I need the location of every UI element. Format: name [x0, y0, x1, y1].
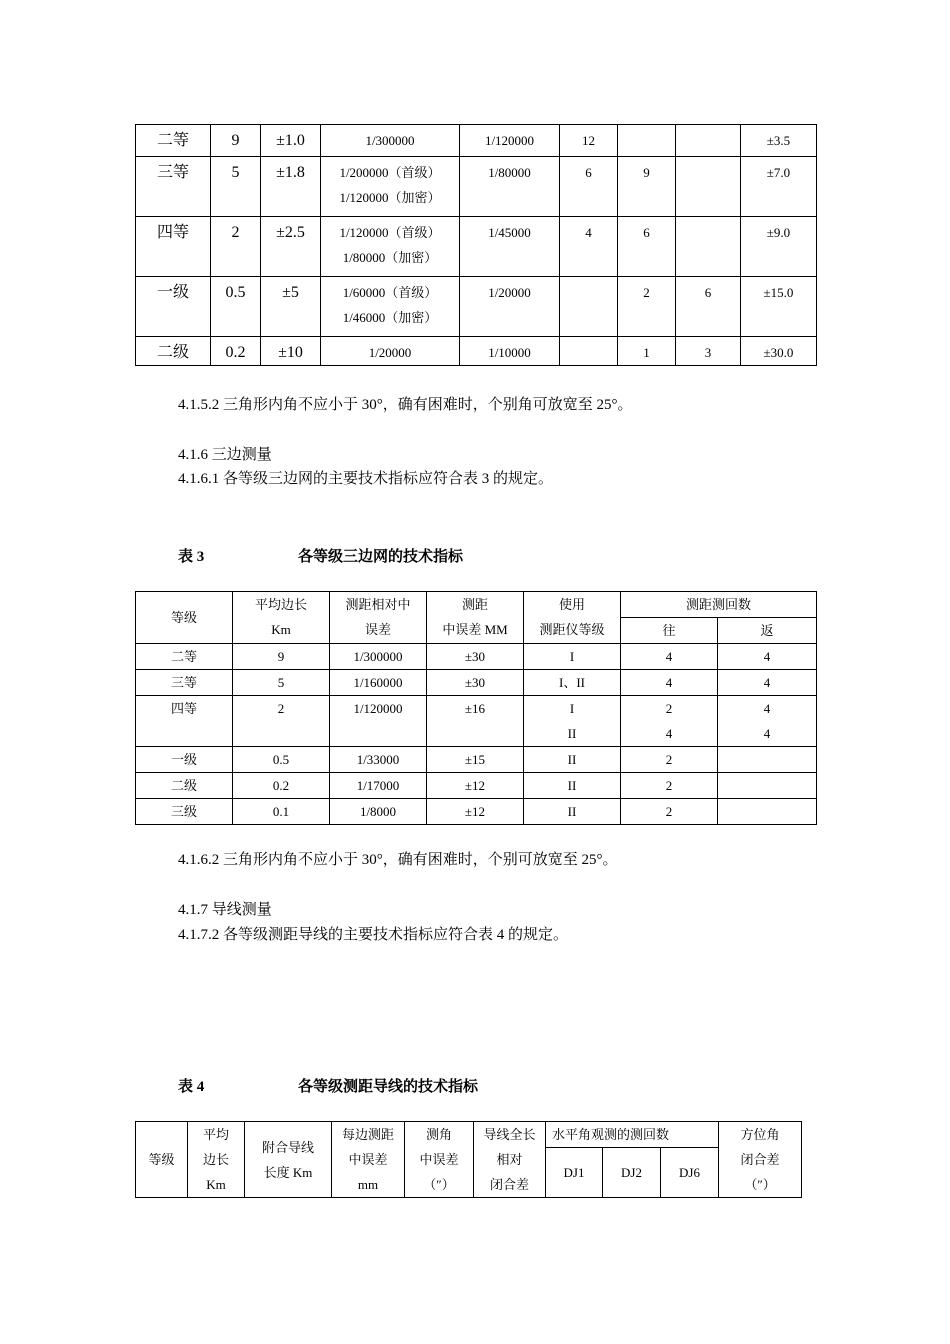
weakest-side-cell: 1/80000	[460, 157, 560, 217]
backward-cell	[718, 644, 817, 670]
side-cell: 0.2	[233, 773, 330, 799]
t4-header-azimuth: 方位角 闭合差 （″）	[719, 1122, 802, 1198]
cell-line: 1/200000（首级）	[339, 165, 441, 180]
dj6-cell: 6	[676, 277, 741, 337]
angle-cell: ±1.0	[261, 125, 321, 157]
t4-header-side: 平均 边长 Km	[188, 1122, 245, 1198]
rel-error-cell: 1/300000	[330, 644, 427, 670]
backward-cell	[718, 696, 817, 747]
table-row	[136, 773, 817, 799]
dj1-cell	[560, 277, 618, 337]
side-cell: 0.5	[211, 277, 261, 337]
base-accuracy-cell	[321, 157, 460, 217]
dj1-cell: 4	[560, 217, 618, 277]
t3-header-inst: 使用 测距仪等级	[524, 592, 621, 644]
dist-error-cell: ±12	[427, 773, 524, 799]
t3-header-fwd: 往	[621, 618, 718, 644]
base-accuracy-cell	[321, 125, 460, 157]
closure-cell: ±30.0	[741, 337, 817, 366]
cell-line: 2	[665, 804, 673, 819]
closure-cell: ±9.0	[741, 217, 817, 277]
forward-cell	[621, 670, 718, 696]
para-4161: 4.1.6.1 各等级三边网的主要技术指标应符合表 3 的规定。	[178, 471, 554, 487]
weakest-side-cell: 1/120000	[460, 125, 560, 157]
t3-header-err: 测距 中误差 MM	[427, 592, 524, 644]
backward-cell	[718, 670, 817, 696]
para-4172: 4.1.7.2 各等级测距导线的主要技术指标应符合表 4 的规定。	[178, 927, 569, 943]
t3-header-back: 返	[718, 618, 817, 644]
table3-caption-title: 各等级三边网的技术指标	[298, 549, 464, 565]
table4-caption	[178, 1075, 479, 1096]
cell-line: 4	[763, 726, 771, 741]
forward-cell	[621, 644, 718, 670]
grade-cell: 三等	[136, 670, 233, 696]
dj2-cell: 1	[618, 337, 676, 366]
side-cell: 0.2	[211, 337, 261, 366]
angle-cell: ±10	[261, 337, 321, 366]
para-4162: 4.1.6.2 三角形内角不应小于 30°，确有困难时，个别可放宽至 25°。	[178, 852, 618, 868]
dj2-cell: 6	[618, 217, 676, 277]
cell-line: 1/120000（加密）	[339, 190, 441, 205]
table-row	[136, 337, 817, 366]
backward-cell	[718, 799, 817, 825]
heading-416: 4.1.6 三边测量	[178, 447, 272, 463]
instrument-cell	[524, 747, 621, 773]
grade-cell: 一级	[136, 277, 211, 337]
base-accuracy-cell	[321, 337, 460, 366]
table-row	[136, 157, 817, 217]
t3-header-rel: 测距相对中 误差	[330, 592, 427, 644]
cell-line: II	[567, 804, 577, 819]
traverse-table	[135, 1121, 802, 1198]
cell-line: I、II	[559, 675, 585, 690]
instrument-cell	[524, 644, 621, 670]
dj6-cell: 3	[676, 337, 741, 366]
forward-cell	[621, 799, 718, 825]
backward-cell	[718, 747, 817, 773]
rel-error-cell: 1/8000	[330, 799, 427, 825]
t4-header-dist-err: 每边测距 中误差 mm	[332, 1122, 405, 1198]
instrument-cell	[524, 696, 621, 747]
cell-line: 1/300000	[365, 133, 415, 148]
table-row	[136, 277, 817, 337]
table-row	[136, 799, 817, 825]
grade-cell: 二级	[136, 337, 211, 366]
cell-line: 4	[763, 675, 771, 690]
angle-cell: ±1.8	[261, 157, 321, 217]
cell-line: 4	[665, 726, 673, 741]
dj6-cell	[676, 157, 741, 217]
side-cell: 0.5	[233, 747, 330, 773]
grade-cell: 三等	[136, 157, 211, 217]
dj1-cell	[560, 337, 618, 366]
cell-line: 4	[763, 701, 771, 716]
side-cell: 5	[233, 670, 330, 696]
heading-417: 4.1.7 导线测量	[178, 902, 272, 918]
table-row	[136, 644, 817, 670]
table-row	[136, 696, 817, 747]
side-cell: 9	[211, 125, 261, 157]
dj6-cell	[676, 125, 741, 157]
cell-line: 1/60000（首级）	[342, 285, 438, 300]
table-row	[136, 125, 817, 157]
rel-error-cell: 1/33000	[330, 747, 427, 773]
cell-line: 4	[665, 675, 673, 690]
cell-line: I	[569, 649, 575, 664]
instrument-cell	[524, 670, 621, 696]
t3-header-side: 平均边长 Km	[233, 592, 330, 644]
cell-line: 2	[665, 752, 673, 767]
grade-cell: 二级	[136, 773, 233, 799]
table4-caption-number: 表 4	[178, 1079, 205, 1095]
cell-line: II	[567, 726, 577, 741]
base-accuracy-cell	[321, 277, 460, 337]
grade-cell: 二等	[136, 125, 211, 157]
weakest-side-cell: 1/45000	[460, 217, 560, 277]
side-cell: 2	[233, 696, 330, 747]
dj1-cell: 6	[560, 157, 618, 217]
dj1-cell: 12	[560, 125, 618, 157]
side-cell: 2	[211, 217, 261, 277]
dist-error-cell: ±12	[427, 799, 524, 825]
cell-line: 4	[763, 649, 771, 664]
table-row	[136, 670, 817, 696]
instrument-cell	[524, 773, 621, 799]
t4-header-dj6: DJ6	[661, 1148, 719, 1198]
cell-line: II	[567, 778, 577, 793]
para-4152: 4.1.5.2 三角形内角不应小于 30°，确有困难时，个别角可放宽至 25°。	[178, 397, 633, 413]
dist-error-cell: ±15	[427, 747, 524, 773]
forward-cell	[621, 747, 718, 773]
grade-cell: 四等	[136, 696, 233, 747]
t4-header-dj1: DJ1	[546, 1148, 603, 1198]
t4-header-angle-err: 测角 中误差 （″）	[405, 1122, 474, 1198]
t4-header-rounds: 水平角观测的测回数	[546, 1122, 719, 1148]
table3-caption	[178, 545, 464, 566]
t4-header-dj2: DJ2	[603, 1148, 661, 1198]
cell-line: 1/120000（首级）	[339, 225, 441, 240]
grade-cell: 一级	[136, 747, 233, 773]
cell-line: 1/20000	[368, 345, 412, 360]
triangulation-table	[135, 124, 817, 366]
cell-line: I	[569, 701, 575, 716]
t3-header-grade: 等级	[136, 592, 233, 644]
t4-header-grade: 等级	[136, 1122, 188, 1198]
table3-caption-number: 表 3	[178, 549, 205, 565]
cell-line: 4	[665, 649, 673, 664]
t4-header-length: 附合导线 长度 Km	[245, 1122, 332, 1198]
instrument-cell	[524, 799, 621, 825]
weakest-side-cell: 1/10000	[460, 337, 560, 366]
backward-cell	[718, 773, 817, 799]
angle-cell: ±2.5	[261, 217, 321, 277]
side-cell: 9	[233, 644, 330, 670]
rel-error-cell: 1/120000	[330, 696, 427, 747]
cell-line: II	[567, 752, 577, 767]
grade-cell: 四等	[136, 217, 211, 277]
forward-cell	[621, 773, 718, 799]
dist-error-cell: ±16	[427, 696, 524, 747]
base-accuracy-cell	[321, 217, 460, 277]
t3-header-rounds: 测距测回数	[621, 592, 817, 618]
rel-error-cell: 1/17000	[330, 773, 427, 799]
table-row	[136, 217, 817, 277]
side-cell: 5	[211, 157, 261, 217]
rel-error-cell: 1/160000	[330, 670, 427, 696]
forward-cell	[621, 696, 718, 747]
closure-cell: ±3.5	[741, 125, 817, 157]
dj2-cell: 9	[618, 157, 676, 217]
table4-caption-title: 各等级测距导线的技术指标	[298, 1079, 479, 1095]
angle-cell: ±5	[261, 277, 321, 337]
trilateration-table	[135, 591, 817, 825]
dist-error-cell: ±30	[427, 670, 524, 696]
cell-line: 1/46000（加密）	[342, 310, 438, 325]
dj6-cell	[676, 217, 741, 277]
dist-error-cell: ±30	[427, 644, 524, 670]
grade-cell: 三级	[136, 799, 233, 825]
cell-line: 2	[665, 778, 673, 793]
table-row	[136, 747, 817, 773]
dj2-cell: 2	[618, 277, 676, 337]
dj2-cell	[618, 125, 676, 157]
cell-line: 2	[665, 701, 673, 716]
t4-header-rel-closure: 导线全长 相对 闭合差	[474, 1122, 546, 1198]
closure-cell: ±15.0	[741, 277, 817, 337]
side-cell: 0.1	[233, 799, 330, 825]
cell-line: 1/80000（加密）	[342, 250, 438, 265]
grade-cell: 二等	[136, 644, 233, 670]
weakest-side-cell: 1/20000	[460, 277, 560, 337]
closure-cell: ±7.0	[741, 157, 817, 217]
